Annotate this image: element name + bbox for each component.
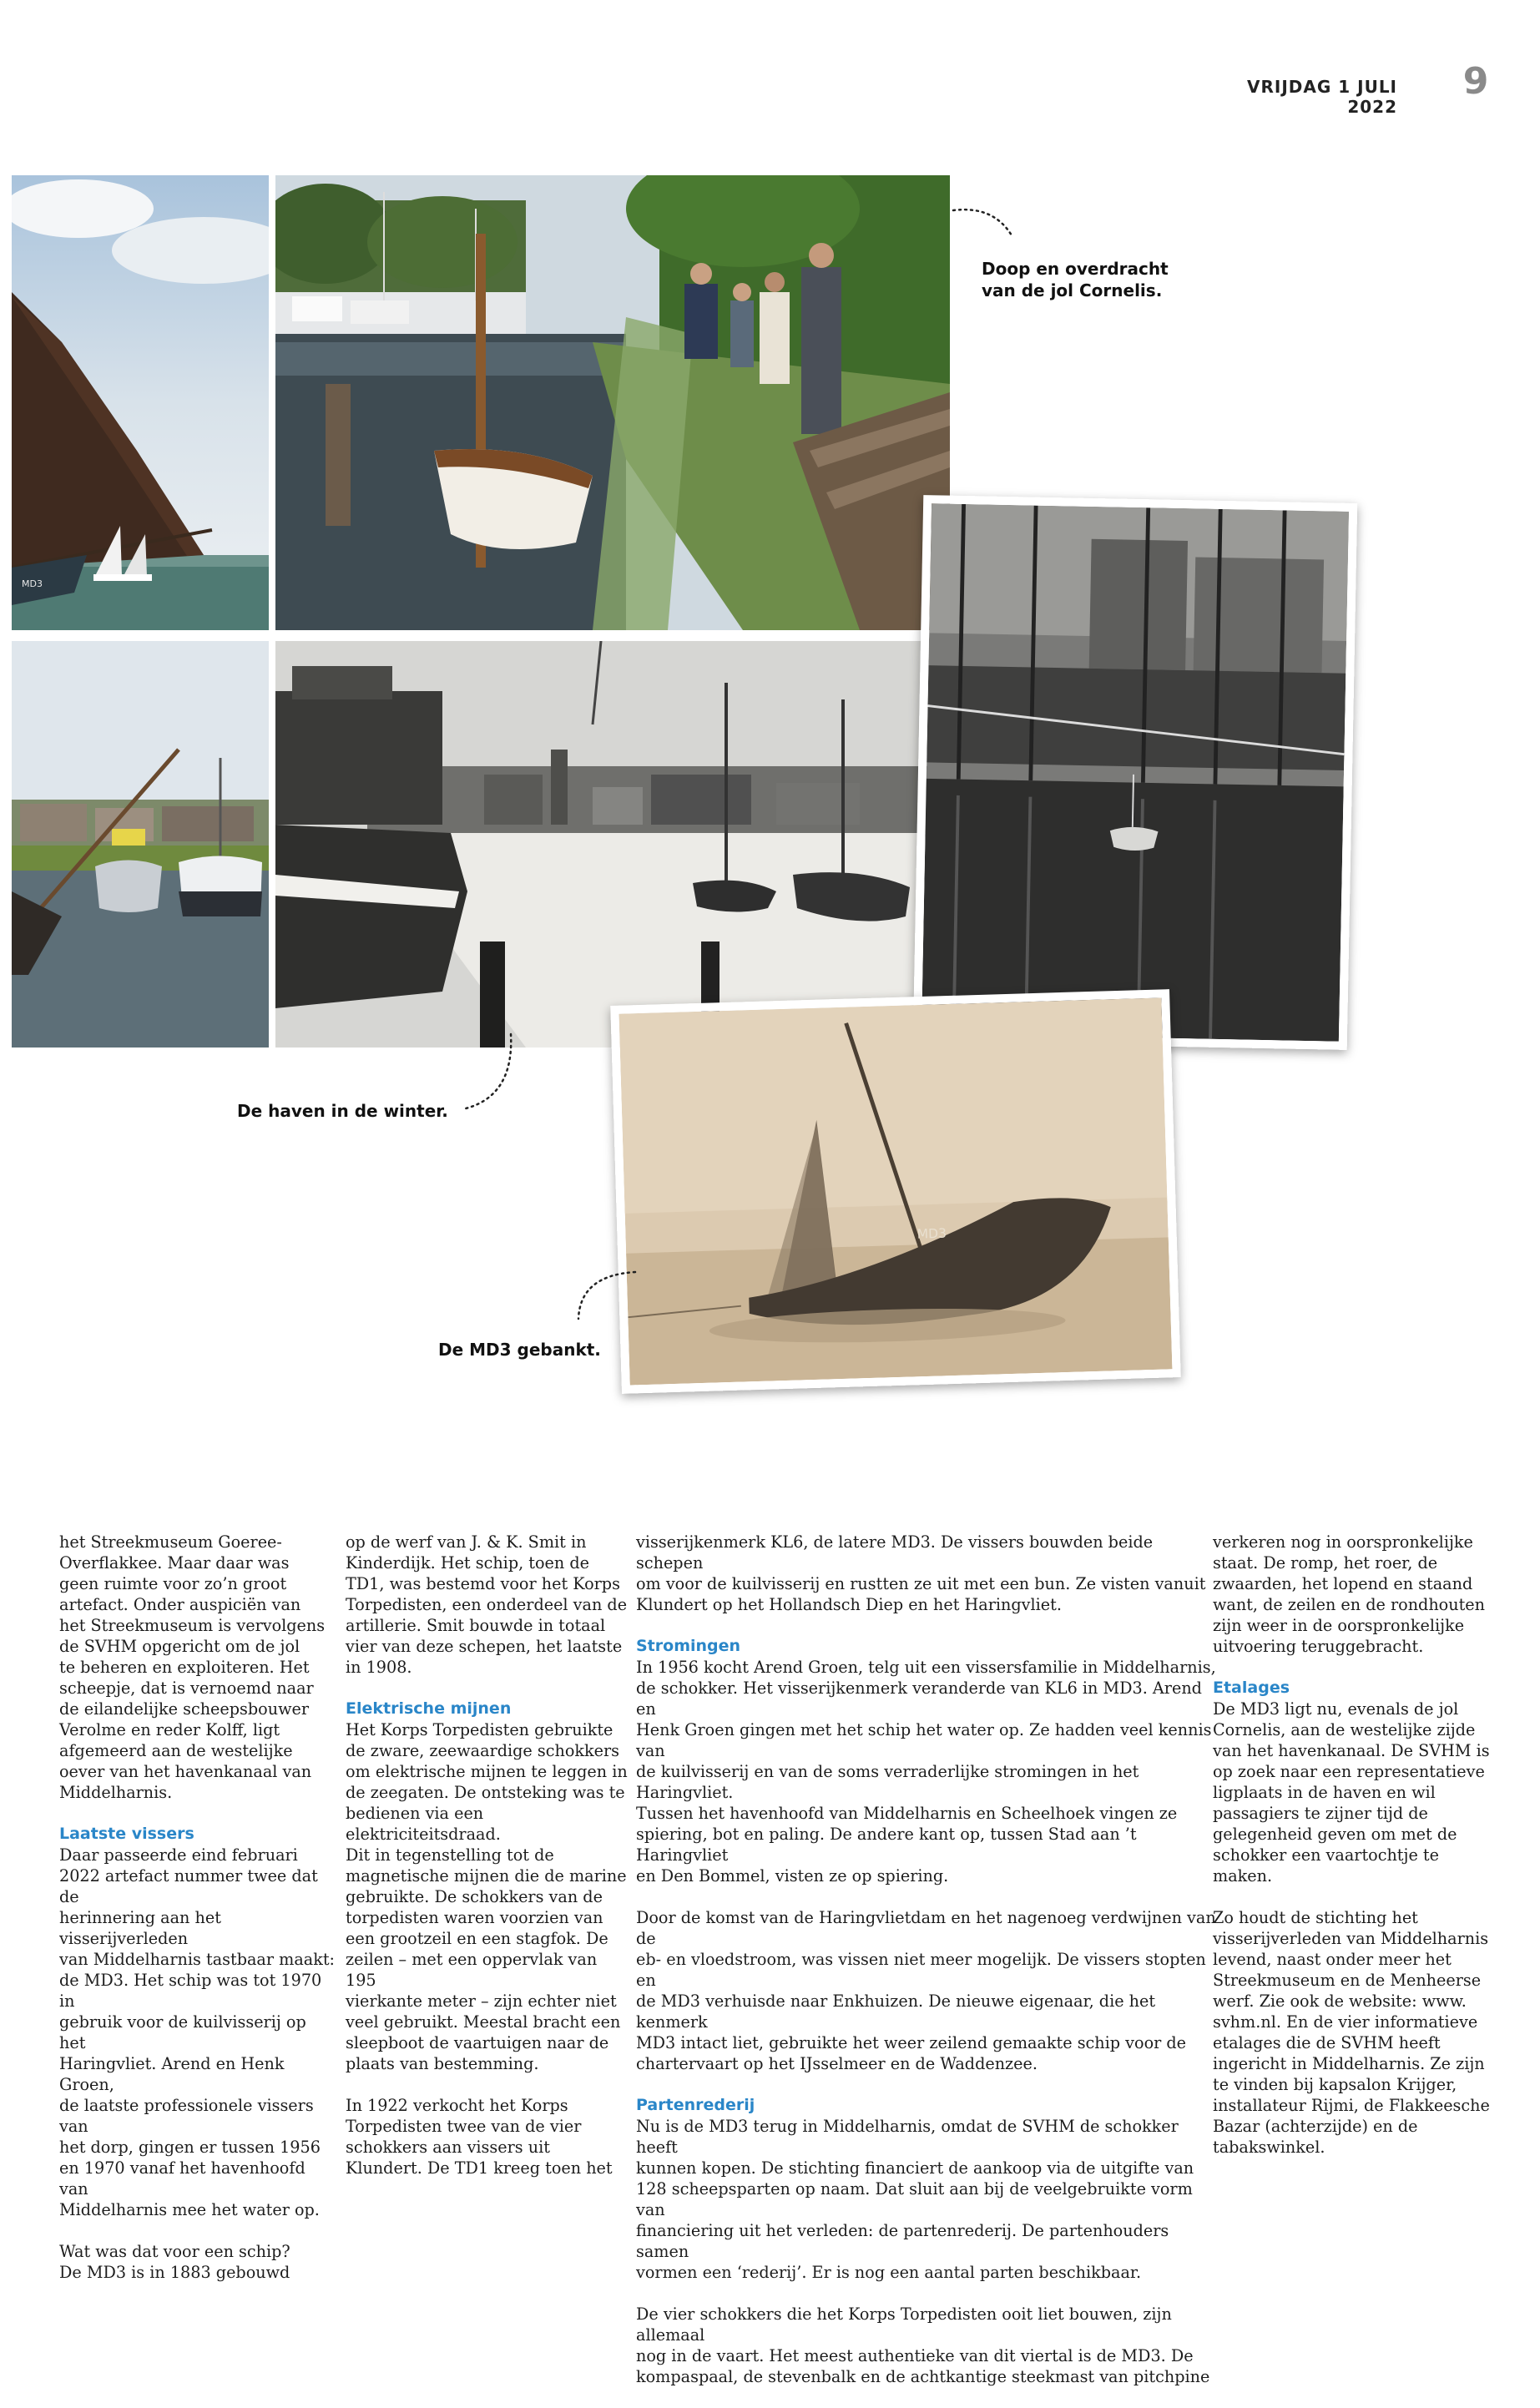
issue-date: VRIJDAG 1 JULI 2022: [1247, 77, 1397, 117]
paragraph: De MD3 ligt nu, evenals de jol Cornelis, aan de westelijke zijde van het havenkanaal. De SVHM is op zoek naar een representatieve ligplaats in de haven en wil passagiers te zijner tijd de gelegenheid geven om met de schokker een vaartochtje te maken.: [1213, 1699, 1490, 1886]
article-column-1: [59, 1532, 335, 2304]
paragraph: visserijkenmerk KL6, de latere MD3. De vissers bouwden beide schepen om voor de kuilvisserij en rustten ze uit met een bun. Ze visten vanuit Klundert op het Hollandsch Diep en het Haringvliet.: [636, 1532, 1206, 1614]
article-column-2: [346, 1532, 629, 2199]
caption-leader-doop: [952, 204, 1018, 240]
boat-registration-label: MD3: [22, 578, 43, 589]
caption-md3-gebankt: De MD3 gebankt.: [438, 1340, 601, 1360]
paragraph: Zo houdt de stichting het visserijverleden van Middelharnis levend, naast onder meer het Streekmuseum en de Menheerse werf. Zie ook de website: www. svhm.nl. En de vier informatieve etalages die de SVHM heeft ingericht in Middelharnis. Ze zijn te vinden bij kapsalon Krijger, installateur Rijmi, de Flakkeesche Bazar (achterzijde) en de tabakswinkel.: [1213, 1908, 1490, 2157]
subheading-laatste-vissers: Laatste vissers: [59, 1825, 194, 1843]
subheading-partenrederij: Partenrederij: [636, 2096, 755, 2114]
photo-haven-boten: [12, 641, 269, 1048]
caption-haven-winter: De haven in de winter.: [237, 1101, 448, 1121]
photo-md3-gebankt: [610, 989, 1180, 1394]
photo-haven-winter: [275, 641, 947, 1048]
photo-jol-cornelis-doop: [275, 175, 950, 630]
paragraph: het Streekmuseum Goeree- Overflakkee. Maar daar was geen ruimte voor zo’n groot artefact. Onder auspiciën van het Streekmuseum is vervolgens de SVHM opgericht om de jol te beheren en exploiteren. Het scheepje, dat is vernoemd naar de eilandelijke scheepsbouwer Verolme en reder Kolff, ligt afgemeerd aan de westelijke oever van het havenkanaal van Middelharnis.: [59, 1532, 326, 1802]
paragraph: De vier schokkers die het Korps Torpedisten ooit liet bouwen, zijn allemaal nog in de vaart. Het meest authentieke van dit viertal is de MD3. De kompaspaal, de stevenbalk en de achtkantige steekmast van pitchpine: [636, 2305, 1210, 2386]
paragraph: Wat was dat voor een schip? De MD3 is in 1883 gebouwd: [59, 2242, 290, 2282]
paragraph: Door de komst van de Haringvlietdam en het nagenoeg verdwijnen van de eb- en vloedstroom, was vissen niet meer mogelijk. De vissers stopten en de MD3 verhuisde naar Enkhuizen. De nieuwe eigenaar, die het kenmerk MD3 intact liet, gebruikte het weer zeilend gemaakte schip voor de chartervaart op het IJsselmeer en de Waddenzee.: [636, 1908, 1216, 2073]
article-column-4: [1213, 1532, 1497, 2178]
paragraph: op de werf van J. & K. Smit in Kinderdijk. Het schip, toen de TD1, was bestemd voor het Korps Torpedisten, een onderdeel van de artillerie. Smit bouwde in totaal vier van deze schepen, het laatste in 1908.: [346, 1532, 628, 1677]
paragraph: In 1922 verkocht het Korps Torpedisten twee van de vier schokkers aan vissers uit Klundert. De TD1 kreeg toen het: [346, 2096, 613, 2178]
md3-hull-label: MD3: [916, 1225, 947, 1242]
paragraph: Nu is de MD3 terug in Middelharnis, omdat de SVHM de schokker heeft kunnen kopen. De stichting financiert de aankoop via de uitgifte van 128 scheepsparten op naam. Dat sluit aan bij de veelgebruikte vorm van financiering uit het verleden: de partenrederij. De partenhouders samen vormen een ‘rederij’. Er is nog een aantal parten beschikbaar.: [636, 2117, 1194, 2282]
paragraph: Daar passeerde eind februari 2022 artefact nummer twee dat de herinnering aan het visserijverleden van Middelharnis tastbaar maakt: de MD3. Het schip was tot 1970 in gebruik voor de kuilvisserij op het Haringvliet. Arend en Henk Groen, de laatste professionele vissers van het dorp, gingen er tussen 1956 en 1970 vanaf het havenhoofd van Middelharnis mee het water op.: [59, 1845, 336, 2219]
subheading-elektrische-mijnen: Elektrische mijnen: [346, 1699, 512, 1718]
paragraph: Het Korps Torpedisten gebruikte de zware, zeewaardige schokkers om elektrische mijnen te leggen in de zeegaten. De ontsteking was te bedienen via een elektriciteitsdraad. Dit in tegenstelling tot de magnetische mijnen die de marine gebruikte. De schokkers van de torpedisten waren voorzien van een grootzeil en een stagfok. De zeilen – met een oppervlak van 195 vierkante meter – zijn echter niet veel gebruikt. Meestal bracht een sleepboot de vaartuigen naar de plaats van bestemming.: [346, 1720, 628, 2073]
paragraph: verkeren nog in oorspronkelijke staat. De romp, het roer, de zwaarden, het lopend en staand want, de zeilen en de rondhouten zijn weer in de oorspronkelijke uitvoering teruggebracht.: [1213, 1532, 1486, 1656]
photo-sailing-boat: [12, 175, 269, 630]
caption-doop-overdracht: Doop en overdracht van de jol Cornelis.: [982, 259, 1169, 300]
subheading-stromingen: Stromingen: [636, 1637, 741, 1655]
photo-haven-masten: [913, 495, 1357, 1050]
paragraph: In 1956 kocht Arend Groen, telg uit een vissersfamilie in Middelharnis, de schokker. Het visserijkenmerk veranderde van KL6 in MD3. Arend en Henk Groen gingen met het schip het water op. Ze hadden veel kennis van de kuilvisserij en van de soms verraderlijke stromingen in het Haringvliet. Tussen het havenhoofd van Middelharnis en Scheelhoek vingen ze spiering, bot en paling. De andere kant op, tussen Stad aan ’t Haringvliet en Den Bommel, visten ze op spiering.: [636, 1658, 1216, 1886]
article-column-3: [636, 1532, 1220, 2408]
page-number: 9: [1462, 60, 1489, 103]
subheading-etalages: Etalages: [1213, 1679, 1290, 1697]
caption-leader-winter: [459, 1031, 518, 1114]
caption-leader-gebankt: [572, 1267, 639, 1325]
